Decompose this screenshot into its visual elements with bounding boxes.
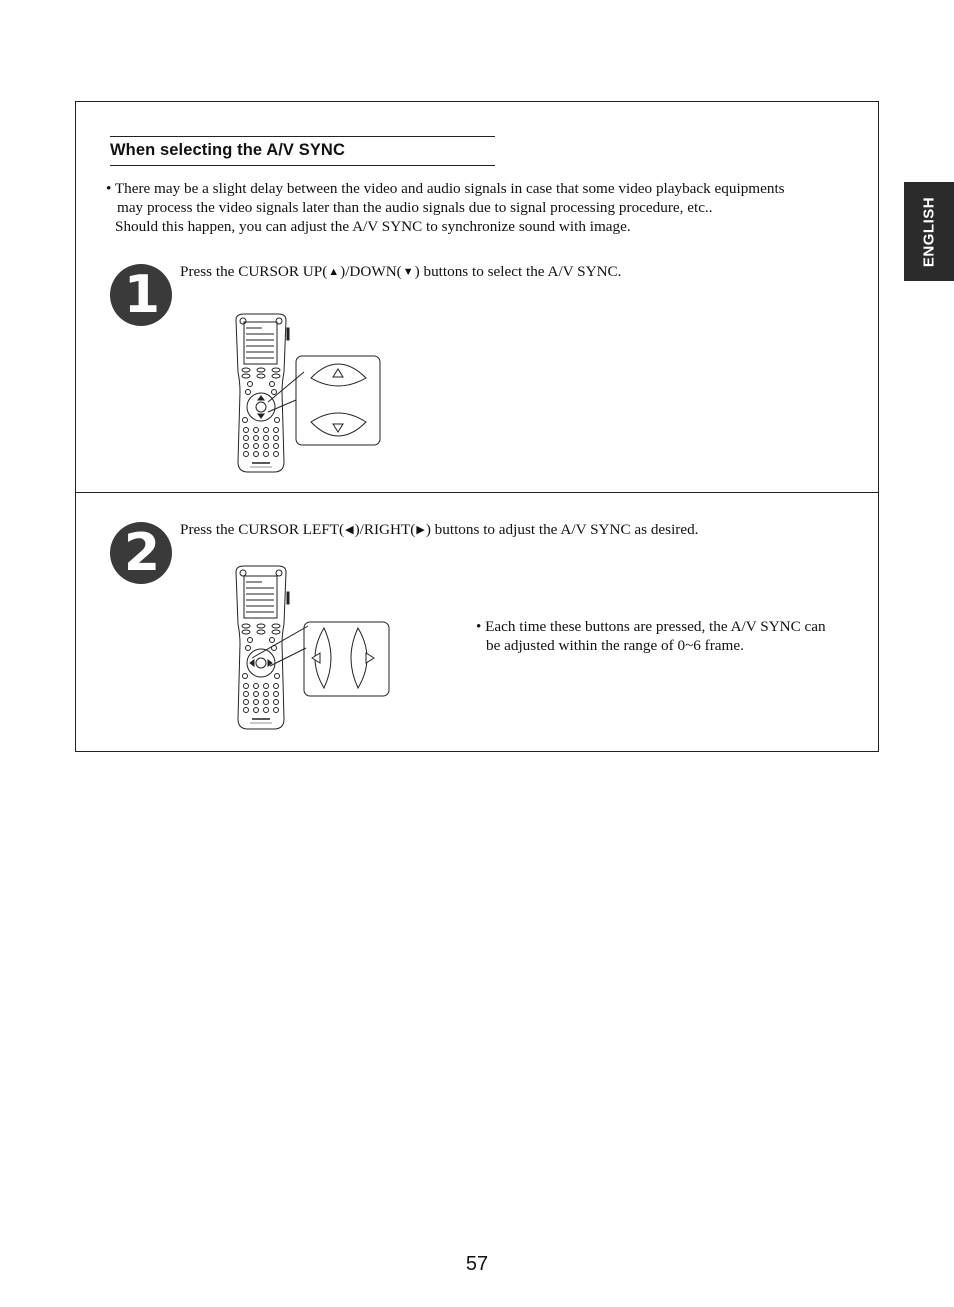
intro-paragraph bbox=[106, 179, 846, 236]
step-2-instruction: Press the CURSOR LEFT(◀)/RIGHT(▶) buttons to adjust the A/V SYNC as desired. bbox=[180, 521, 699, 538]
step-divider bbox=[76, 492, 878, 493]
language-tab bbox=[904, 182, 954, 281]
remote-left-right-cursor-icon bbox=[226, 564, 466, 734]
cursor-down-icon: ▼ bbox=[402, 266, 414, 278]
step-1-badge: 1 bbox=[110, 264, 172, 326]
language-tab-label: ENGLISH bbox=[920, 196, 938, 267]
intro-line-2: may process the video signals later than the audio signals due to signal processing procedure, etc.. bbox=[117, 199, 713, 216]
note-line-2: be adjusted within the range of 0~6 frame. bbox=[486, 637, 744, 654]
step-2-badge: 2 bbox=[110, 522, 172, 584]
section-heading-rule bbox=[110, 136, 495, 166]
content-frame bbox=[75, 101, 879, 752]
cursor-right-icon: ▶ bbox=[416, 524, 425, 536]
step-1-instruction: Press the CURSOR UP(▲)/DOWN(▼) buttons to select the A/V SYNC. bbox=[180, 263, 622, 280]
note-line-1: • Each time these buttons are pressed, the A/V SYNC can bbox=[476, 618, 826, 635]
remote-up-down-cursor-icon bbox=[226, 312, 466, 477]
section-heading: When selecting the A/V SYNC bbox=[110, 141, 345, 159]
intro-line-1: • There may be a slight delay between the video and audio signals in case that some video playback equipments bbox=[106, 180, 785, 197]
intro-line-3: Should this happen, you can adjust the A/V SYNC to synchronize sound with image. bbox=[115, 218, 631, 235]
cursor-left-icon: ◀ bbox=[345, 524, 354, 536]
page-number: 57 bbox=[465, 1253, 489, 1275]
cursor-up-icon: ▲ bbox=[328, 266, 340, 278]
step-2-note bbox=[476, 617, 856, 655]
